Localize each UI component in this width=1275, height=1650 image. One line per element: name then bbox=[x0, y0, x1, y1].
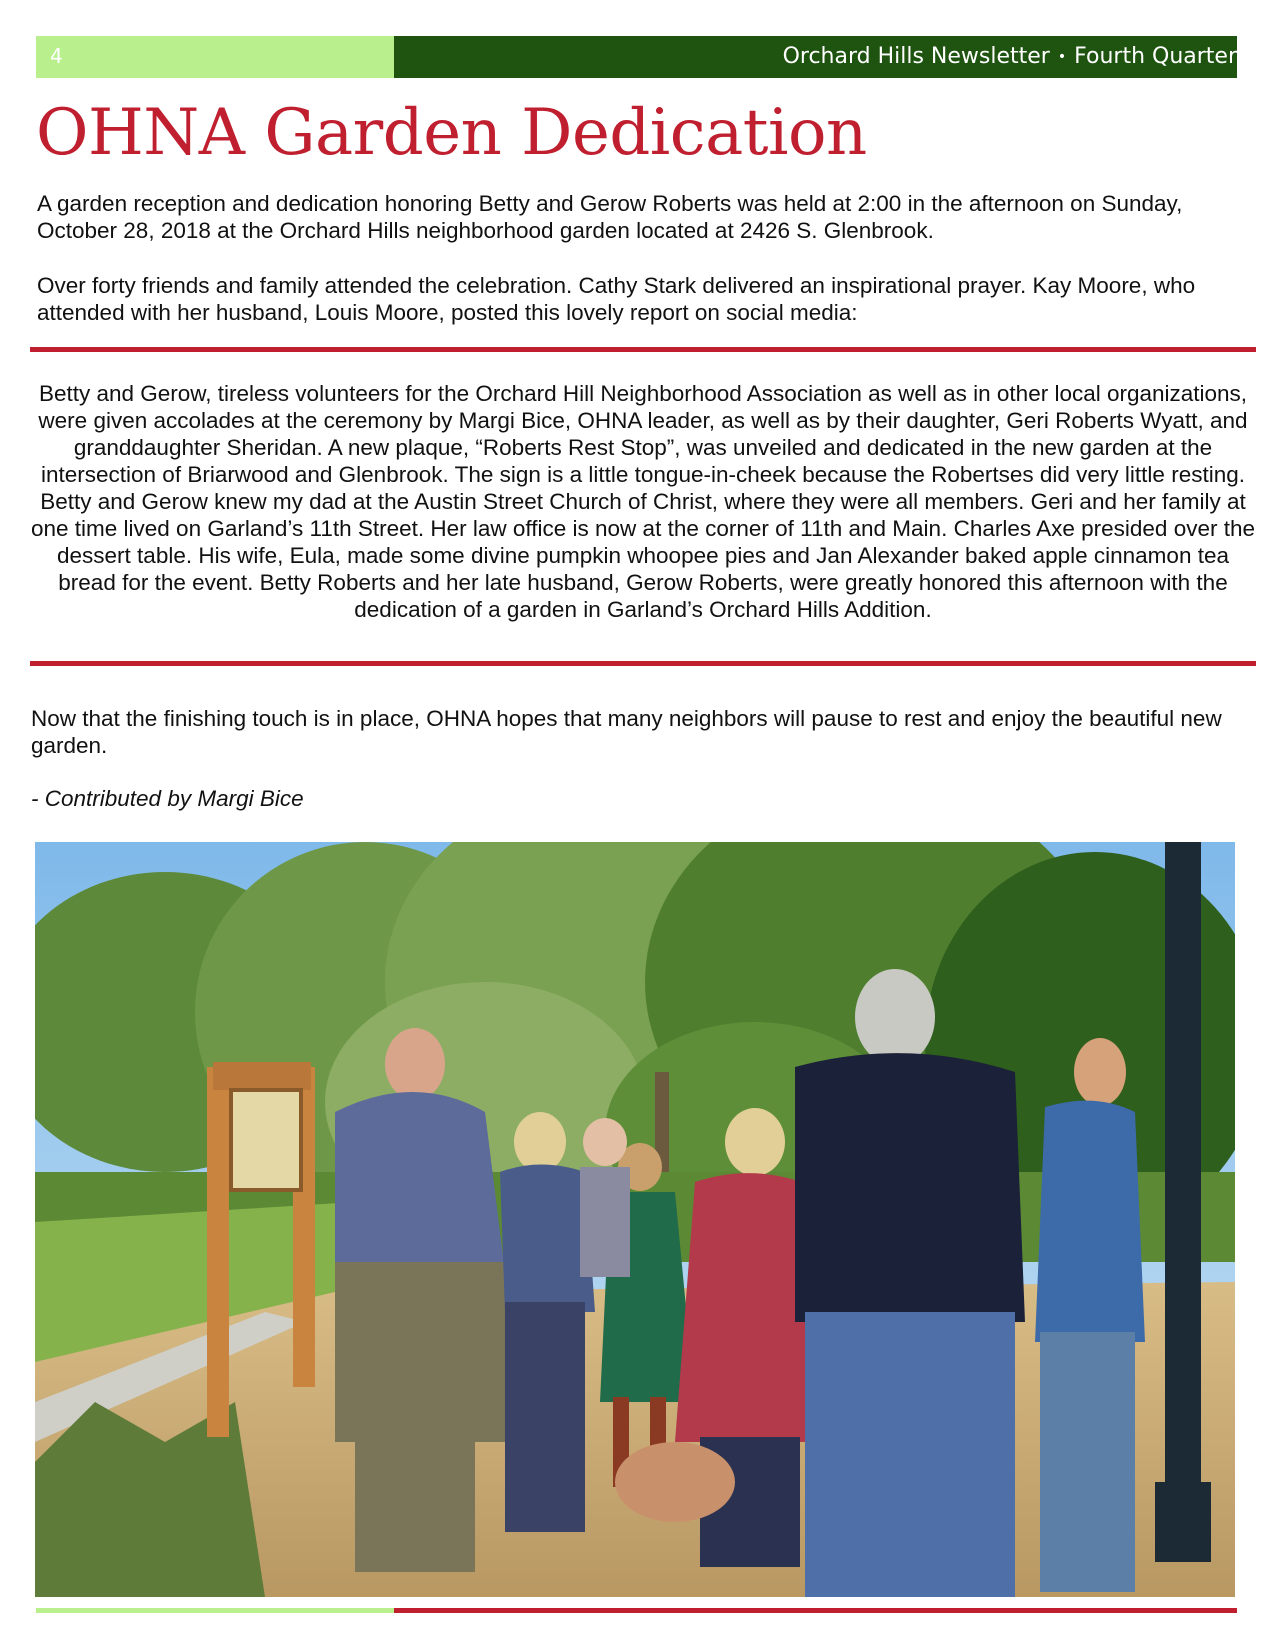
issue-label: Fourth Quarter bbox=[1074, 44, 1237, 69]
newsletter-header bbox=[783, 44, 1237, 69]
header-separator: • bbox=[1057, 49, 1067, 65]
photo-illustration bbox=[35, 842, 1235, 1597]
page-number: 4 bbox=[50, 44, 63, 68]
social-media-quote: Betty and Gerow, tireless volunteers for the Orchard Hill Neighborhood Association as well as in other local organizations, were given accolades at the ceremony by Margi Bice, OHNA leader, as well as by their daughter, Geri Roberts Wyatt, and granddaughter Sheridan. A new plaque, “Roberts Rest Stop”, was unveiled and dedicated in the new garden at the intersection of Briarwood and Glenbrook. The sign is a little tongue-in-cheek because the Robertses did very little resting. Betty and Gerow knew my dad at the Austin Street Church of Christ, where they were all members. Geri and her family at one time lived on Garland’s 11th Street. Her law office is now at the corner of 11th and Main. Charles Axe presided over the dessert table. His wife, Eula, made some divine pumpkin whoopee pies and Jan Alexander baked apple cinnamon tea bread for the event. Betty Roberts and her late husband, Gerow Roberts, were greatly honored this afternoon with the dedication of a garden in Garland’s Orchard Hills Addition. bbox=[30, 381, 1255, 622]
header-bar-light bbox=[36, 36, 394, 78]
closing-paragraph: Now that the finishing touch is in place, OHNA hopes that many neighbors will pause to rest and enjoy the beautiful new garden. bbox=[31, 706, 1222, 758]
garden-dedication-photo bbox=[35, 842, 1235, 1597]
newsletter-name: Orchard Hills Newsletter bbox=[782, 44, 1050, 69]
footer-bar-light bbox=[36, 1608, 394, 1613]
attendance-paragraph: Over forty friends and family attended the celebration. Cathy Stark delivered an inspirational prayer. Kay Moore, who attended with her husband, Louis Moore, posted this lovely report on social media: bbox=[37, 273, 1196, 325]
footer-bar-red bbox=[394, 1608, 1237, 1613]
intro-paragraph: A garden reception and dedication honoring Betty and Gerow Roberts was held at 2:00 in the afternoon on Sunday, October 28, 2018 at the Orchard Hills neighborhood garden located at 2426 S. Glenbrook. bbox=[37, 191, 1183, 243]
quote-bottom-rule bbox=[30, 661, 1256, 666]
quote-top-rule bbox=[30, 347, 1256, 352]
article-title: OHNA Garden Dedication bbox=[36, 96, 867, 170]
contributor-credit: - Contributed by Margi Bice bbox=[31, 786, 304, 811]
